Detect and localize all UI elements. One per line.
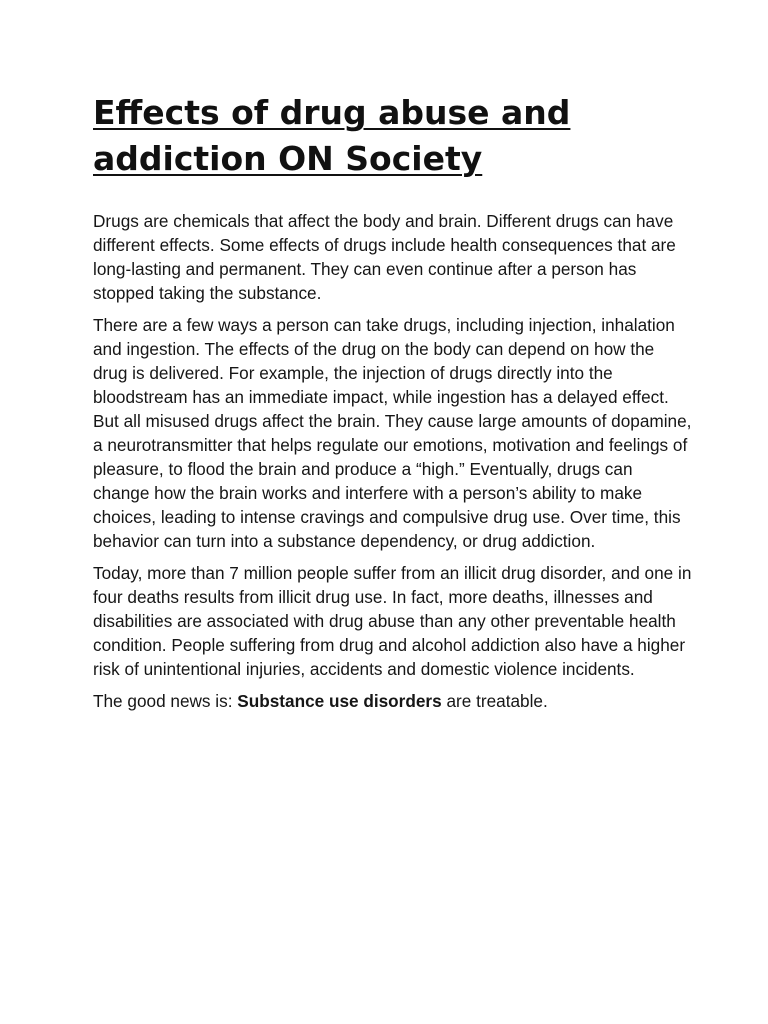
document-title: [93, 90, 693, 182]
title-line-1: Effects of drug abuse and: [93, 93, 571, 132]
closing-suffix: are treatable.: [441, 691, 548, 711]
closing-paragraph: [93, 689, 693, 713]
document-body: [93, 209, 693, 721]
paragraph-3: Today, more than 7 million people suffer from an illicit drug disorder, and one in four deaths results from illicit drug use. In fact, more deaths, illnesses and disabilities are associated with drug abuse than any other preventable health condition. People suffering from drug and alcohol addiction also have a higher risk of unintentional injuries, accidents and domestic violence incidents.: [93, 563, 692, 679]
paragraph-2: There are a few ways a person can take drugs, including injection, inhalation and ingestion. The effects of the drug on the body can depend on how the drug is delivered. For example, the injection of drugs directly into the bloodstream has an immediate impact, while ingestion has a delayed effect. But all misused drugs affect the brain. They cause large amounts of dopamine, a neurotransmitter that helps regulate our emotions, motivation and feelings of pleasure, to flood the brain and produce a “high.” Eventually, drugs can change how the brain works and interfere with a person’s ability to make choices, leading to intense cravings and compulsive drug use. Over time, this behavior can turn into a substance dependency, or drug addiction.: [93, 315, 692, 551]
paragraph-1: Drugs are chemicals that affect the body and brain. Different drugs can have different effects. Some effects of drugs include health consequences that are long-lasting and permanent. They can even continue after a person has stopped taking the substance.: [93, 211, 676, 303]
title-line-2: addiction ON Society: [93, 139, 483, 178]
closing-bold-term: Substance use disorders: [237, 691, 442, 711]
closing-prefix: The good news is:: [93, 691, 238, 711]
